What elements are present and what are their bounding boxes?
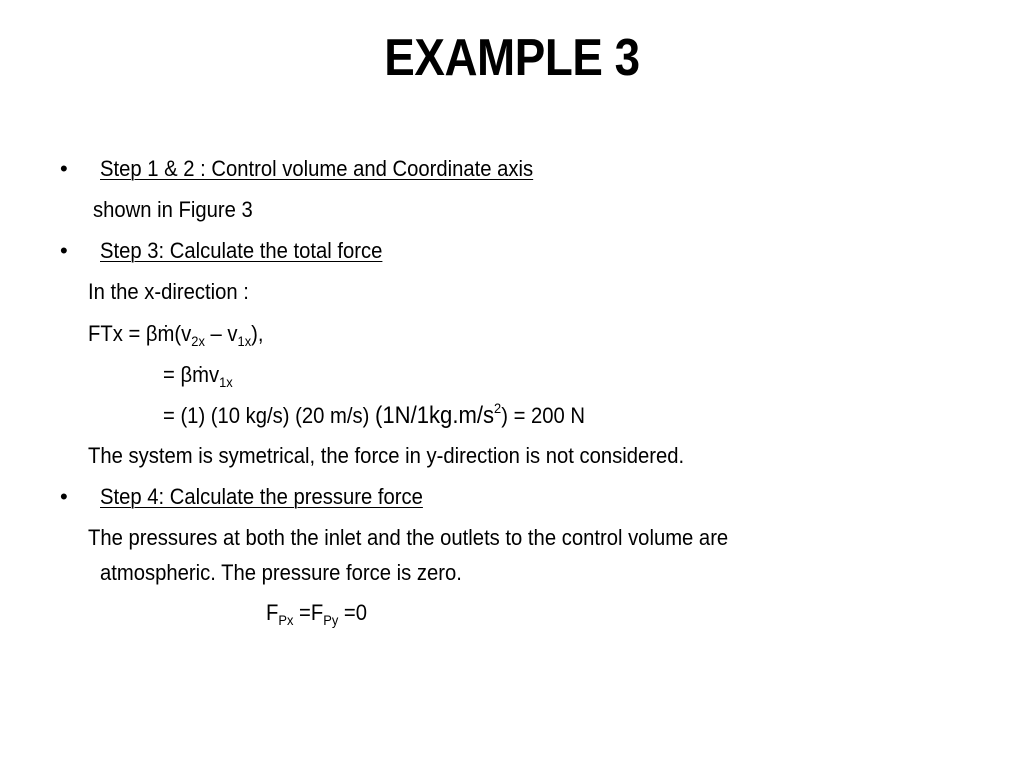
eq1-suffix: ), (251, 321, 264, 346)
eq3-conversion: 1N/1kg.m/s (382, 402, 495, 429)
force-equation-2 (163, 362, 233, 388)
eq1-sub-2x: 2x (191, 333, 205, 349)
eq3-paren-open: ( (375, 402, 383, 429)
x-direction-label: In the x-direction : (88, 279, 249, 304)
step-1-2-heading-text: Step 1 & 2 : Control volume and Coordinate axis (100, 156, 534, 181)
step-4-heading-text: Step 4: Calculate the pressure force (100, 484, 423, 509)
pressure-text-line-2: atmospheric. The pressure force is zero. (100, 560, 462, 585)
eq1-prefix: FTx = βṁ(v (88, 321, 192, 346)
eq4-f1: F (266, 600, 279, 625)
eq4-mid: =F (293, 600, 324, 625)
symmetry-note: The system is symetrical, the force in y-direction is not considered. (88, 443, 685, 468)
step-3-heading (100, 238, 382, 264)
eq3-sup-2: 2 (494, 400, 502, 416)
eq4-end: =0 (338, 600, 367, 625)
eq3-prefix: = (1) (10 kg/s) (20 m/s) (163, 403, 376, 428)
step-3-heading-text: Step 3: Calculate the total force (100, 238, 383, 263)
bullet-step-3: • (60, 238, 68, 263)
eq4-sub-px: Px (278, 612, 294, 628)
eq4-sub-py: Py (323, 612, 339, 628)
step-4-heading (100, 484, 423, 510)
force-equation-1 (88, 321, 264, 347)
eq2-sub-1x: 1x (219, 374, 233, 390)
bullet-step-1-2: • (60, 156, 68, 181)
eq2-prefix: = βṁv (163, 362, 220, 387)
eq1-sub-1x: 1x (237, 333, 252, 349)
slide-title: EXAMPLE 3 (384, 29, 640, 87)
eq3-paren-close: ) (501, 403, 508, 428)
pressure-text-line-1: The pressures at both the inlet and the outlets to the control volume are (88, 525, 729, 550)
bullet-step-4: • (60, 484, 68, 509)
eq3-result: = 200 N (507, 403, 586, 428)
pressure-equation (266, 600, 367, 626)
eq1-mid: – v (204, 321, 238, 346)
step-1-2-detail: shown in Figure 3 (93, 197, 253, 222)
step-1-2-heading (100, 156, 533, 182)
force-equation-3 (163, 402, 585, 430)
